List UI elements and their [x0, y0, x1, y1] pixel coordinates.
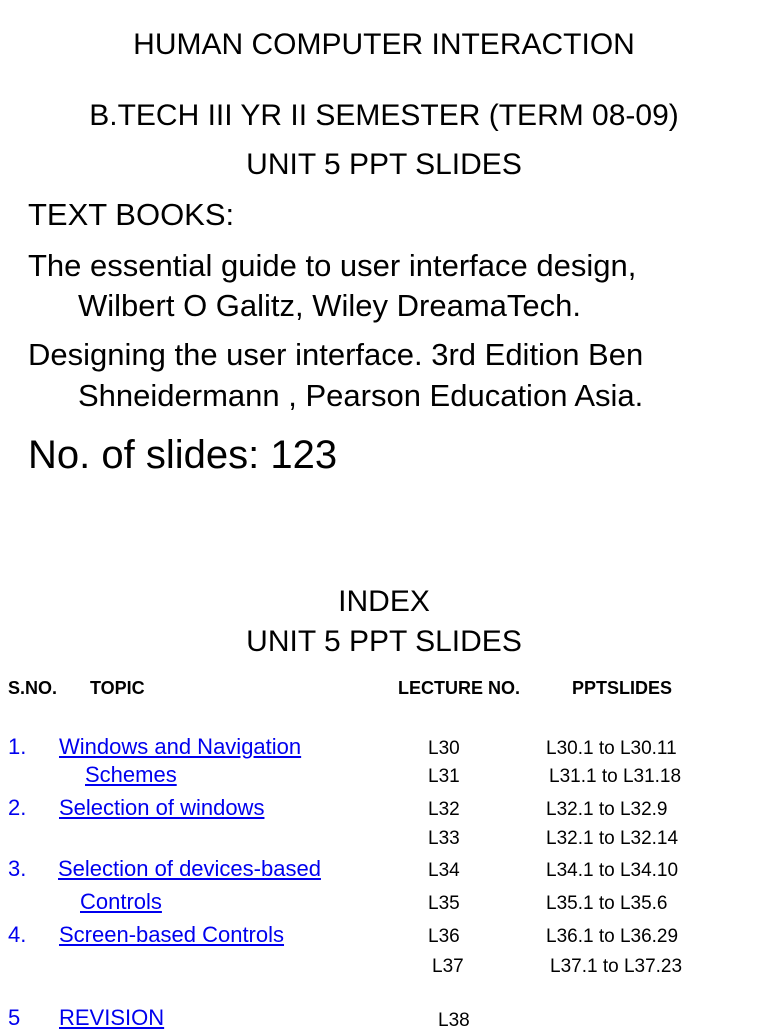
- lecture-number: L30: [428, 738, 460, 759]
- slide-range: L30.1 to L30.11: [546, 738, 677, 759]
- slide-range: L36.1 to L36.29: [546, 926, 679, 947]
- slide-range: L37.1 to L37.23: [550, 956, 683, 977]
- topic-link[interactable]: Controls: [80, 889, 162, 914]
- lecture-number: L34: [428, 860, 460, 881]
- header-topic: TOPIC: [90, 678, 145, 698]
- unit-line: UNIT 5 PPT SLIDES: [246, 148, 522, 181]
- book1-line2: Wilbert O Galitz, Wiley DreamaTech.: [78, 288, 581, 323]
- header-lecture: LECTURE NO.: [398, 678, 521, 698]
- slide-range: L32.1 to L32.9: [546, 799, 668, 820]
- lecture-number: L35: [428, 893, 460, 914]
- book2-line1: Designing the user interface. 3rd Edition Ben: [28, 337, 644, 372]
- index-title: INDEX: [338, 585, 430, 618]
- topic-link[interactable]: Windows and Navigation: [59, 734, 302, 759]
- slide-count: No. of slides: 123: [28, 433, 338, 477]
- row-number: 2.: [8, 795, 27, 820]
- document-title: HUMAN COMPUTER INTERACTION: [133, 28, 635, 61]
- topic-link[interactable]: Selection of devices-based: [58, 856, 321, 881]
- lecture-number: L33: [428, 828, 460, 849]
- slide-range: L32.1 to L32.14: [546, 828, 679, 849]
- topic-link[interactable]: REVISION: [59, 1005, 165, 1030]
- lecture-number: L37: [432, 956, 464, 977]
- slide-range: L35.1 to L35.6: [546, 893, 668, 914]
- index-subtitle: UNIT 5 PPT SLIDES: [246, 625, 522, 658]
- course-subtitle: B.TECH III YR II SEMESTER (TERM 08-09): [89, 99, 679, 132]
- lecture-number: L31: [428, 766, 460, 787]
- textbooks-label: TEXT BOOKS:: [28, 197, 235, 232]
- header-sno: S.NO.: [8, 678, 58, 698]
- topic-link[interactable]: Screen-based Controls: [59, 922, 285, 947]
- slide-range: L34.1 to L34.10: [546, 860, 679, 881]
- topic-link[interactable]: Schemes: [85, 762, 177, 787]
- lecture-number: L32: [428, 799, 460, 820]
- row-number: 4.: [8, 922, 27, 947]
- book1-line1: The essential guide to user interface design,: [28, 248, 637, 283]
- book2-line2: Shneidermann , Pearson Education Asia.: [78, 378, 644, 413]
- slide-range: L31.1 to L31.18: [549, 766, 682, 787]
- lecture-number: L38: [438, 1010, 470, 1031]
- header-pptslides: PPTSLIDES: [572, 678, 673, 698]
- row-number: 3.: [8, 856, 27, 881]
- lecture-number: L36: [428, 926, 460, 947]
- row-number: 5: [8, 1005, 21, 1030]
- topic-link[interactable]: Selection of windows: [59, 795, 265, 820]
- row-number: 1.: [8, 734, 27, 759]
